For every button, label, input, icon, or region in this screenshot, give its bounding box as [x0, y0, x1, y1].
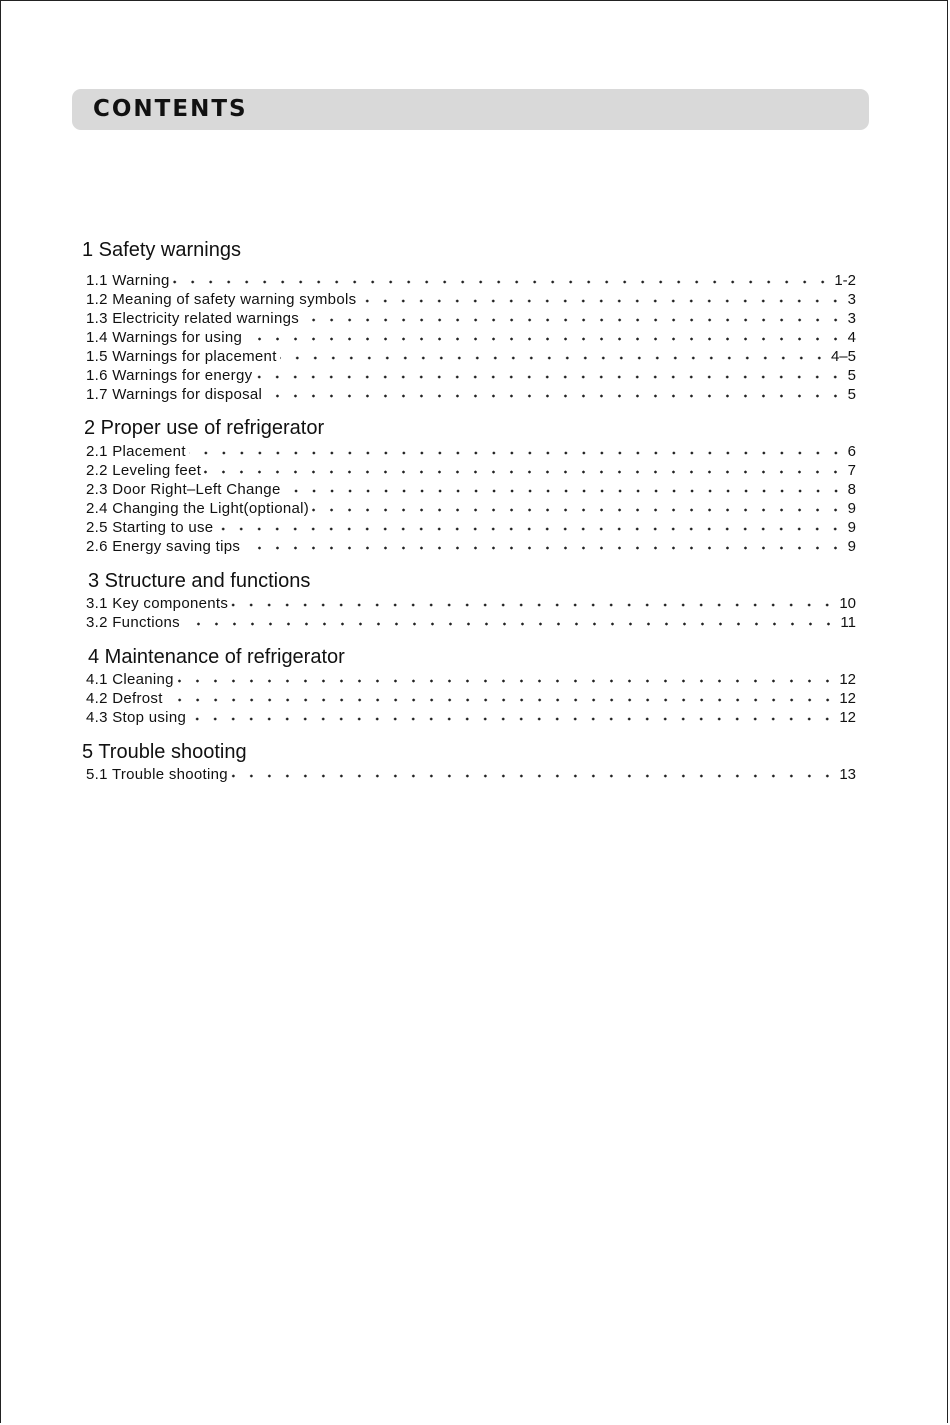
toc-entry-label: 1.4 Warnings for using: [86, 329, 243, 346]
toc-entry-page: 3: [847, 310, 856, 327]
toc-entry-label: 4.2 Defrost: [86, 690, 163, 707]
toc-entry-page: 7: [847, 462, 856, 479]
dot-leader: [302, 315, 845, 325]
page-title: CONTENTS: [93, 96, 248, 122]
toc-entry[interactable]: [86, 614, 856, 633]
toc-entry-page: 6: [847, 443, 856, 460]
dot-leader: [284, 486, 845, 496]
toc-entry-page: 3: [847, 291, 856, 308]
toc-entry[interactable]: [86, 443, 856, 462]
toc-entry-page: 10: [839, 595, 856, 612]
toc-entry[interactable]: [86, 272, 856, 291]
dot-leader: [280, 353, 828, 363]
dot-leader: [312, 505, 845, 515]
toc-entry[interactable]: [86, 310, 856, 329]
section-title: 5 Trouble shooting: [82, 741, 247, 763]
section-title: 2 Proper use of refrigerator: [84, 417, 325, 439]
dot-leader: [173, 277, 832, 287]
toc-entry[interactable]: [86, 766, 856, 785]
toc-entry-label: 4.3 Stop using: [86, 709, 187, 726]
toc-entry-label: 1.3 Electricity related warnings: [86, 310, 300, 327]
toc-entry[interactable]: [86, 481, 856, 500]
toc-entry-label: 2.6 Energy saving tips: [86, 538, 241, 555]
toc-entry-page: 5: [847, 367, 856, 384]
section-title: 1 Safety warnings: [82, 239, 241, 261]
toc-entry-page: 11: [840, 614, 856, 631]
toc-entry-page: 12: [839, 690, 856, 707]
dot-leader: [177, 676, 836, 686]
dot-leader: [231, 771, 836, 781]
toc-entry[interactable]: [86, 329, 856, 348]
dot-leader: [166, 695, 837, 705]
toc-entry-page: 13: [839, 766, 856, 783]
toc-entry-page: 5: [847, 386, 856, 403]
toc-entry[interactable]: [86, 367, 856, 386]
dot-leader: [183, 619, 837, 629]
toc-entry-label: 1.7 Warnings for disposal: [86, 386, 263, 403]
toc-entry[interactable]: [86, 690, 856, 709]
toc-entry[interactable]: [86, 671, 856, 690]
toc-entry-page: 9: [847, 519, 856, 536]
section-title: 3 Structure and functions: [88, 570, 311, 592]
dot-leader: [243, 543, 844, 553]
toc-entry[interactable]: [86, 500, 856, 519]
section-title: 4 Maintenance of refrigerator: [88, 646, 345, 668]
dot-leader: [216, 524, 844, 534]
dot-leader: [204, 467, 844, 477]
toc-entry-label: 2.5 Starting to use: [86, 519, 214, 536]
toc-entry-label: 1.2 Meaning of safety warning symbols: [86, 291, 357, 308]
toc-entry[interactable]: [86, 538, 856, 557]
toc-entry-page: 9: [847, 500, 856, 517]
toc-entry-page: 9: [847, 538, 856, 555]
toc-entry-label: 2.2 Leveling feet: [86, 462, 202, 479]
toc-entry-label: 1.5 Warnings for placement: [86, 348, 277, 365]
toc-entry[interactable]: [86, 386, 856, 405]
dot-leader: [265, 391, 844, 401]
dot-leader: [189, 714, 836, 724]
toc-entry-label: 2.4 Changing the Light(optional): [86, 500, 310, 517]
toc-entry[interactable]: [86, 595, 856, 614]
toc-entry-page: 4: [847, 329, 856, 346]
toc-entry[interactable]: [86, 462, 856, 481]
toc-entry-label: 4.1 Cleaning: [86, 671, 174, 688]
toc-entry-label: 3.2 Functions: [86, 614, 180, 631]
toc-entry[interactable]: [86, 709, 856, 728]
dot-leader: [245, 334, 845, 344]
dot-leader: [231, 600, 836, 610]
toc-entry-page: 8: [847, 481, 856, 498]
toc-entry[interactable]: [86, 519, 856, 538]
toc-entry-page: 12: [839, 709, 856, 726]
toc-entry-label: 1.1 Warning: [86, 272, 170, 289]
toc-entry-label: 3.1 Key components: [86, 595, 229, 612]
toc-entry-label: 1.6 Warnings for energy: [86, 367, 253, 384]
toc-entry-label: 2.1 Placement: [86, 443, 186, 460]
toc-entry[interactable]: [86, 291, 856, 310]
toc-entry-page: 1-2: [834, 272, 856, 289]
dot-leader: [189, 448, 845, 458]
toc-entry-label: 5.1 Trouble shooting: [86, 766, 228, 783]
toc-entry-page: 12: [839, 671, 856, 688]
dot-leader: [359, 296, 844, 306]
toc-entry-label: 2.3 Door Right–Left Change: [86, 481, 281, 498]
toc-entry-page: 4–5: [830, 348, 856, 365]
dot-leader: [255, 372, 844, 382]
toc-entry[interactable]: [86, 348, 856, 367]
